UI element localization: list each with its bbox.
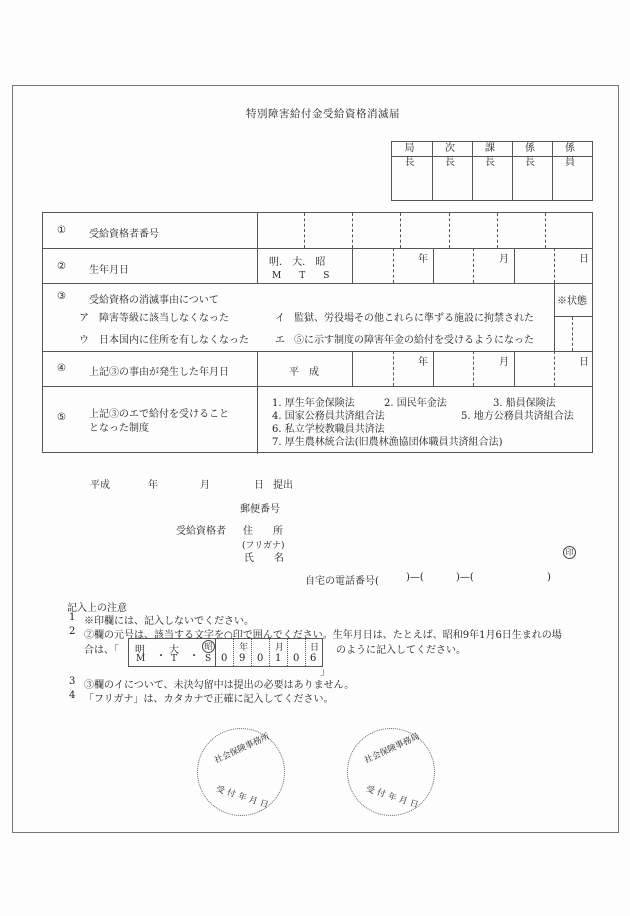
row3-label: 受給資格の消滅事由について (89, 295, 219, 306)
row2-number: ② (57, 261, 66, 272)
postal-code-label: 郵便番号 (240, 504, 280, 515)
row5-number: ⑤ (57, 412, 66, 423)
system-5[interactable]: 5. 地方公務員共済組合法 (461, 411, 574, 422)
recipient-number-input[interactable] (258, 213, 592, 248)
row3-number: ③ (57, 291, 66, 302)
submit-year-label: 年 (148, 480, 158, 491)
seal-icon: 印 (563, 546, 576, 559)
birth-era-kanji[interactable]: 明. 大. 昭 (269, 257, 326, 268)
applicant-label: 受給資格者 (176, 526, 226, 537)
reason-u-mark: ウ (79, 335, 89, 346)
status-box (555, 317, 592, 351)
approval-col-deputy: 次 長 (432, 142, 473, 200)
system-7[interactable]: 7. 厚生農林統合法(旧農林漁協団体職員共済組合法) (272, 437, 503, 448)
birth-month-input[interactable] (434, 249, 514, 283)
birth-year-input[interactable] (353, 249, 433, 283)
receipt-stamp-bureau: 社会保険事務局 受付年月日 (347, 728, 435, 816)
name-input[interactable] (300, 538, 555, 562)
form-title: 特別障害給付金受給資格消滅届 (246, 108, 400, 120)
event-era: 平 成 (289, 367, 319, 378)
phone-sep-1: )—( (406, 572, 424, 583)
reason-e-mark: エ (275, 335, 285, 346)
event-day-input[interactable] (515, 352, 592, 386)
note-2-number: 2 (69, 626, 76, 637)
birth-year-label: 年 (418, 254, 428, 265)
note-4-text: 「フリガナ」は、カタカナで正確に記入してください。 (84, 694, 334, 705)
row5-label-line2: となった制度 (89, 423, 149, 434)
system-1[interactable]: 1. 厚生年金保険法 (272, 398, 355, 409)
birth-day-input[interactable] (515, 249, 592, 283)
reason-u-text[interactable]: 日本国内に住所を有しなくなった (99, 335, 249, 346)
main-form-table (42, 212, 593, 453)
birthdate-example-box: 明 大 昭 ・ ・ M T S 年 月 日 0 9 0 1 0 6 (128, 638, 323, 667)
reason-e-text[interactable]: ⑤に示す制度の障害年金の給付を受けるようになった (294, 335, 534, 346)
system-4[interactable]: 4. 国家公務員共済組合法 (272, 411, 385, 422)
phone-exchange-input[interactable] (430, 570, 456, 584)
note-2-cont-suffix: のように記入してください。 (336, 645, 466, 656)
event-month-label: 月 (499, 357, 509, 368)
submitted-label: 提出 (273, 480, 293, 491)
system-2[interactable]: 2. 国民年金法 (384, 398, 447, 409)
system-3[interactable]: 3. 船員保険法 (493, 398, 556, 409)
row1-number: ① (57, 225, 66, 236)
reason-a-text[interactable]: 障害等級に該当しなくなった (99, 313, 229, 324)
receipt-stamp-office: 社会保険事務所 受付年月日 (197, 728, 285, 816)
submit-month-label: 月 (200, 480, 210, 491)
address-input[interactable] (300, 520, 570, 534)
note-2-text: ②欄の元号は、該当する文字を○印で囲んでください。生年月日は、たとえば、昭和9年1月6日生まれの場 (84, 630, 562, 641)
row4-number: ④ (57, 363, 66, 374)
submit-date-input[interactable] (115, 474, 255, 488)
reason-i-mark: イ (275, 313, 285, 324)
birth-day-label: 日 (579, 254, 589, 265)
row4-label: 上記③の事由が発生した年月日 (89, 367, 229, 378)
reason-a-mark: ア (79, 313, 89, 324)
phone-end: ) (547, 572, 551, 583)
phone-label: 自宅の電話番号( (305, 576, 379, 587)
phone-sep-2: )—( (456, 572, 474, 583)
event-month-input[interactable] (434, 352, 514, 386)
postal-code-input[interactable] (300, 498, 570, 512)
submit-era: 平成 (90, 480, 110, 491)
phone-number-input[interactable] (480, 570, 546, 584)
status-label: ※状態 (557, 296, 587, 307)
note-3-number: 3 (69, 676, 76, 687)
row1-label: 受給資格者番号 (89, 229, 159, 240)
note-2-cont-prefix: 合は、「 (84, 645, 119, 656)
birth-era-latin: M T S (272, 271, 330, 281)
name-label: 氏 名 (244, 553, 284, 564)
row2-label: 生年月日 (89, 265, 129, 276)
event-day-label: 日 (579, 357, 589, 368)
note-1-number: 1 (69, 612, 76, 623)
approval-col-staff: 係 員 (552, 142, 593, 200)
circled-era-showa: 昭 (202, 640, 215, 653)
approval-col-unit-chief: 係 長 (512, 142, 553, 200)
event-year-label: 年 (418, 357, 428, 368)
submit-day-label: 日 (254, 480, 264, 491)
note-2-close-bracket: 」 (320, 667, 330, 678)
approval-box (391, 141, 593, 201)
event-year-input[interactable] (353, 352, 433, 386)
notes-heading: 記入上の注意 (67, 603, 127, 614)
note-4-number: 4 (69, 690, 76, 701)
note-3-text: ③欄のイについて、未決勾留中は提出の必要はありません。 (84, 680, 355, 691)
approval-col-director: 局 長 (392, 142, 433, 200)
phone-area-input[interactable] (388, 570, 406, 584)
furigana-label: (フリガナ) (242, 541, 285, 551)
note-1-text: ※印欄には、記入しないでください。 (84, 616, 254, 627)
address-label: 住 所 (243, 526, 283, 537)
approval-col-section-chief: 課 長 (472, 142, 513, 200)
reason-i-text[interactable]: 監獄、労役場その他これらに準ずる施設に拘禁された (294, 313, 534, 324)
row5-label-line1: 上記③のエで給付を受けること (89, 409, 229, 420)
birth-month-label: 月 (499, 254, 509, 265)
system-6[interactable]: 6. 私立学校教職員共済法 (272, 424, 385, 435)
